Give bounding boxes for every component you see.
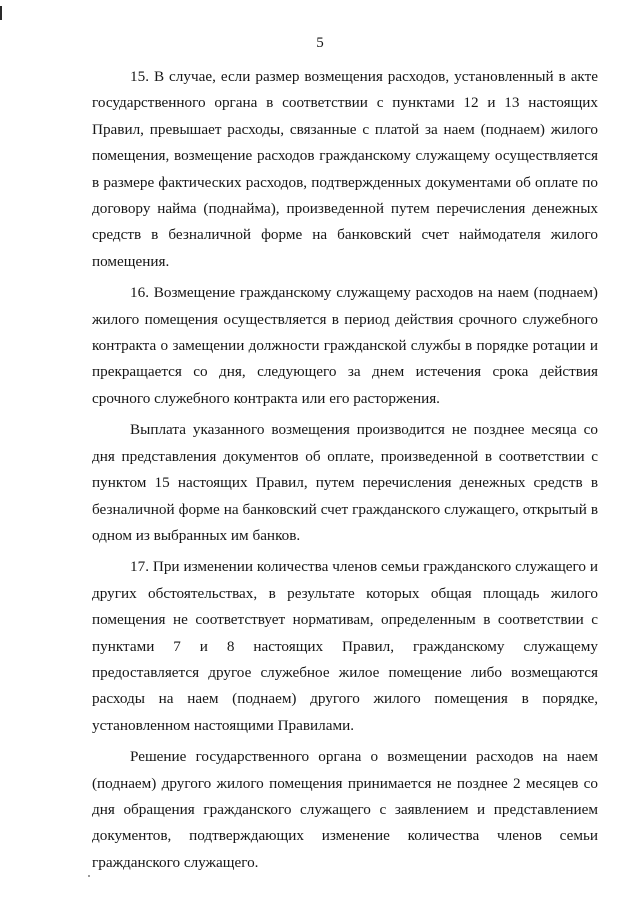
page-number: 5: [316, 35, 324, 51]
paragraph-16: 16. Возмещение гражданскому служащему расходов на наем (поднаем) жилого помещения осуществляется в период действия срочного служебного контракта о замещении должности гражданской службы в порядке ротации и прекращается со дня, следующего за днем истечения срока действия срочного служебного контракта или его расторжения.: [92, 284, 598, 407]
document-body: [92, 64, 598, 881]
paragraph-17: 17. При изменении количества членов семьи гражданского служащего и других обстоятельствах, в результате которых общая площадь жилого помещения не соответствует нормативам, определенным в соответствии с пунктами 7 и 8 настоящих Правил, гражданскому служащему предоставляется другое служебное жилое помещение либо возмещаются расходы на наем (поднаем) другого жилого помещения в порядке, установленном настоящими Правилами.: [92, 558, 598, 734]
paragraph-17-decision: Решение государственного органа о возмещении расходов на наем (поднаем) другого жилого помещения принимается не позднее 2 месяцев со дня обращения гражданского служащего с заявлением и представлением документов, подтверждающих изменение количества членов семьи гражданского служащего.: [92, 748, 598, 871]
paragraph-16-payment: Выплата указанного возмещения производится не позднее месяца со дня представления документов об оплате, произведенной в соответствии с пунктом 15 настоящих Правил, путем перечисления денежных средств в безналичной форме на банковский счет гражданского служащего, открытый в одном из выбранных им банков.: [92, 421, 598, 544]
scan-edge-mark: [0, 6, 2, 20]
scan-artifact: [88, 875, 90, 877]
paragraph-15: 15. В случае, если размер возмещения расходов, установленный в акте государственного органа в соответствии с пунктами 12 и 13 настоящих Правил, превышает расходы, связанные с платой за наем (поднаем) жилого помещения, возмещение расходов гражданскому служащему осуществляется в размере фактических расходов, подтвержденных документами об оплате по договору найма (поднайма), произведенной путем перечисления денежных средств в безналичной форме на банковский счет наймодателя жилого помещения.: [92, 68, 598, 270]
